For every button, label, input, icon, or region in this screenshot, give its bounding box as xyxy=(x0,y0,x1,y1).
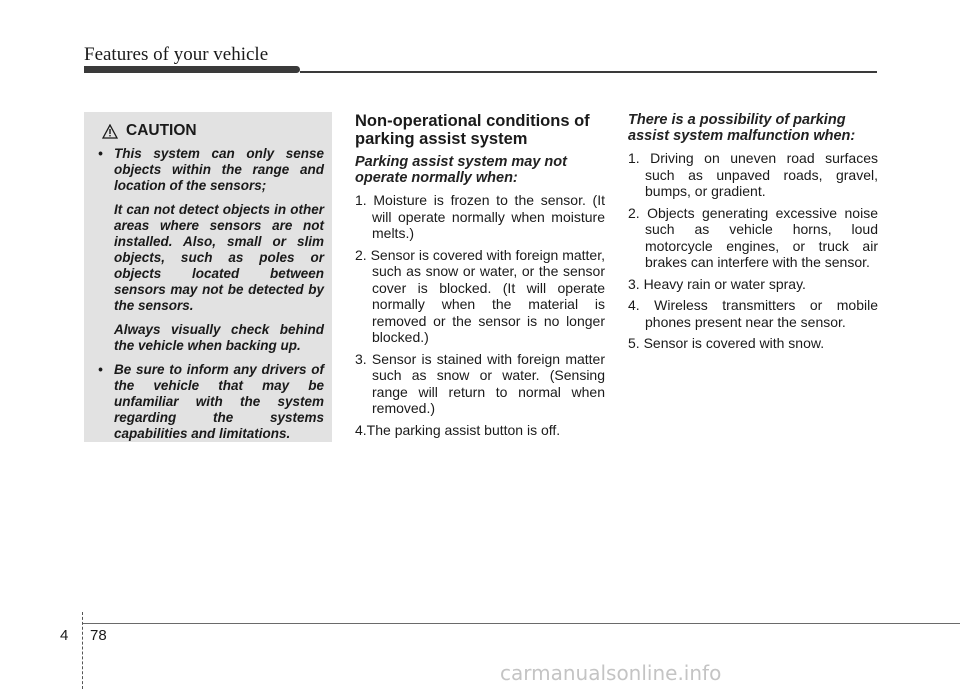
list-item-last: 4.The parking assist button is off. xyxy=(355,421,561,438)
caution-list xyxy=(98,146,324,194)
list-item: 2. Sensor is covered with foreign matter, such as snow or water, or the sensor cover is blocked. (It will operate normally when the material is removed or the sensor is no longer blocked.) xyxy=(355,246,605,345)
bottom-line xyxy=(82,623,960,624)
list-item: 3. Sensor is stained with foreign matter such as snow or water. (Sensing range will return to normal when removed.) xyxy=(355,350,605,416)
right-column xyxy=(628,112,878,357)
page-divider xyxy=(82,612,83,689)
header-line xyxy=(300,71,877,73)
header-title: Features of your vehicle xyxy=(84,44,269,65)
condition-list xyxy=(355,192,605,417)
caution-paragraph-1: It can not detect objects in other areas where sensors are not installed. Also, small or slim objects, such as poles or objects located between sensors may not be detected by the sensors. xyxy=(114,202,324,313)
watermark: carmanualsonline.info xyxy=(500,661,722,685)
header-bar xyxy=(84,66,300,73)
caution-bullet-2: • Be sure to inform any drivers of the vehicle that may be unfamiliar with the system regarding the systems capabilities and limitations. xyxy=(98,362,324,442)
middle-column xyxy=(355,112,605,438)
caution-bullet-1: • This system can only sense objects within the range and location of the sensors; xyxy=(98,146,324,194)
list-item: 2. Objects generating excessive noise such as vehicle horns, loud motorcycle engines, or truck air brakes can interfere with the sensor. xyxy=(628,204,878,270)
chapter-number: 4 xyxy=(60,627,69,644)
list-item: 1. Driving on uneven road surfaces such as unpaved roads, gravel, bumps, or gradient. xyxy=(628,150,878,199)
section-subtitle: Parking assist system may not operate normally when: xyxy=(355,154,567,186)
caution-title: CAUTION xyxy=(126,122,197,139)
caution-heading xyxy=(98,122,324,140)
page-number: 78 xyxy=(90,627,107,644)
caution-paragraph-2: Always visually check behind the vehicle when backing up. xyxy=(114,322,324,353)
list-item: 3. Heavy rain or water spray. xyxy=(628,275,806,292)
warning-triangle-icon xyxy=(102,124,118,139)
malfunction-subtitle: There is a possibility of parking assist system malfunction when: xyxy=(628,112,856,144)
list-item: 1. Moisture is frozen to the sensor. (It will operate normally when moisture melts.) xyxy=(355,192,605,241)
malfunction-list xyxy=(628,150,878,352)
section-title: Non-operational conditions of parking assist system xyxy=(355,112,590,148)
list-item: 4. Wireless transmitters or mobile phones present near the sensor. xyxy=(628,297,878,330)
caution-list-2 xyxy=(98,362,324,442)
caution-box xyxy=(84,112,332,442)
list-item: 5. Sensor is covered with snow. xyxy=(628,335,825,351)
